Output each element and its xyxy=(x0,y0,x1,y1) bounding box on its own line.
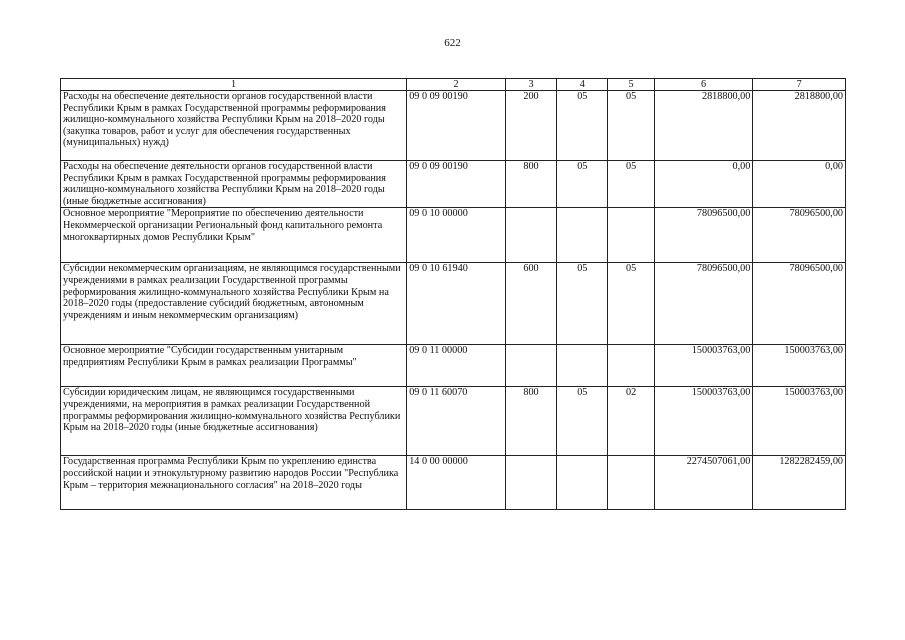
row-section xyxy=(557,456,608,510)
row-amount-7: 150003763,00 xyxy=(753,345,846,387)
row-amount-7: 0,00 xyxy=(753,161,846,208)
row-subsection: 05 xyxy=(608,91,654,161)
row-section: 05 xyxy=(557,387,608,456)
row-expense-type xyxy=(505,345,556,387)
row-section: 05 xyxy=(557,91,608,161)
row-expense-type xyxy=(505,208,556,263)
row-amount-6: 0,00 xyxy=(654,161,753,208)
header-col-6: 6 xyxy=(654,79,753,91)
row-target-code: 09 0 09 00190 xyxy=(407,91,506,161)
header-row xyxy=(61,79,846,91)
row-expense-type: 800 xyxy=(505,387,556,456)
row-target-code: 14 0 00 00000 xyxy=(407,456,506,510)
table-row xyxy=(61,91,846,161)
row-target-code: 09 0 10 61940 xyxy=(407,263,506,345)
row-target-code: 09 0 10 00000 xyxy=(407,208,506,263)
row-expense-type: 200 xyxy=(505,91,556,161)
header-col-4: 4 xyxy=(557,79,608,91)
table-row xyxy=(61,345,846,387)
row-expense-type xyxy=(505,456,556,510)
budget-table xyxy=(60,78,846,510)
row-expense-type: 800 xyxy=(505,161,556,208)
table-row xyxy=(61,456,846,510)
row-section xyxy=(557,208,608,263)
header-col-1: 1 xyxy=(61,79,407,91)
row-name: Основное мероприятие "Субсидии государственным унитарным предприятиям Республики Крым в рамках реализации Программы" xyxy=(61,345,407,387)
row-amount-6: 150003763,00 xyxy=(654,387,753,456)
row-subsection xyxy=(608,208,654,263)
row-section: 05 xyxy=(557,161,608,208)
row-name: Расходы на обеспечение деятельности органов государственной власти Республики Крым в рамках Государственной программы реформирования жилищно-коммунального хозяйства Республики Крым на 2018–2020 годы (иные бюджетные ассигнования) xyxy=(61,161,407,208)
row-amount-6: 2818800,00 xyxy=(654,91,753,161)
table-row xyxy=(61,161,846,208)
header-col-5: 5 xyxy=(608,79,654,91)
row-name: Основное мероприятие "Мероприятие по обеспечению деятельности Некоммерческой организации Региональный фонд капитального ремонта многоквартирных домов Республики Крым" xyxy=(61,208,407,263)
header-col-3: 3 xyxy=(505,79,556,91)
row-name: Субсидии некоммерческим организациям, не являющимся государственными учреждениями в рамках реализации Государственной программы реформирования жилищно-коммунального хозяйства Республики Крым на 2018–2020 годы (предоставление субсидий бюджетным, автономным учреждениям и иным некоммерческим организациям) xyxy=(61,263,407,345)
row-amount-7: 2818800,00 xyxy=(753,91,846,161)
row-expense-type: 600 xyxy=(505,263,556,345)
row-name: Субсидии юридическим лицам, не являющимся государственными учреждениями, на мероприятия в рамках реализации Государственной программы реформирования жилищно-коммунального хозяйства Республики Крым на 2018–2020 годы (иные бюджетные ассигнования) xyxy=(61,387,407,456)
row-subsection xyxy=(608,345,654,387)
row-target-code: 09 0 11 60070 xyxy=(407,387,506,456)
row-name: Расходы на обеспечение деятельности органов государственной власти Республики Крым в рамках Государственной программы реформирования жилищно-коммунального хозяйства Республики Крым на 2018–2020 годы (закупка товаров, работ и услуг для обеспечения государственных (муниципальных) нужд) xyxy=(61,91,407,161)
row-amount-6: 78096500,00 xyxy=(654,263,753,345)
table-row xyxy=(61,208,846,263)
row-amount-7: 78096500,00 xyxy=(753,263,846,345)
header-col-2: 2 xyxy=(407,79,506,91)
row-amount-7: 1282282459,00 xyxy=(753,456,846,510)
row-name: Государственная программа Республики Крым по укреплению единства российской нации и этнокультурному развитию народов России "Республика Крым – территория межнационального согласия" на 2018–2020 годы xyxy=(61,456,407,510)
row-amount-6: 2274507061,00 xyxy=(654,456,753,510)
row-subsection xyxy=(608,456,654,510)
row-target-code: 09 0 09 00190 xyxy=(407,161,506,208)
header-col-7: 7 xyxy=(753,79,846,91)
table-row xyxy=(61,263,846,345)
row-amount-7: 78096500,00 xyxy=(753,208,846,263)
row-section xyxy=(557,345,608,387)
row-subsection: 05 xyxy=(608,263,654,345)
row-subsection: 02 xyxy=(608,387,654,456)
row-target-code: 09 0 11 00000 xyxy=(407,345,506,387)
row-amount-6: 78096500,00 xyxy=(654,208,753,263)
row-amount-6: 150003763,00 xyxy=(654,345,753,387)
page-number: 622 xyxy=(444,37,461,49)
row-amount-7: 150003763,00 xyxy=(753,387,846,456)
table-row xyxy=(61,387,846,456)
row-subsection: 05 xyxy=(608,161,654,208)
row-section: 05 xyxy=(557,263,608,345)
